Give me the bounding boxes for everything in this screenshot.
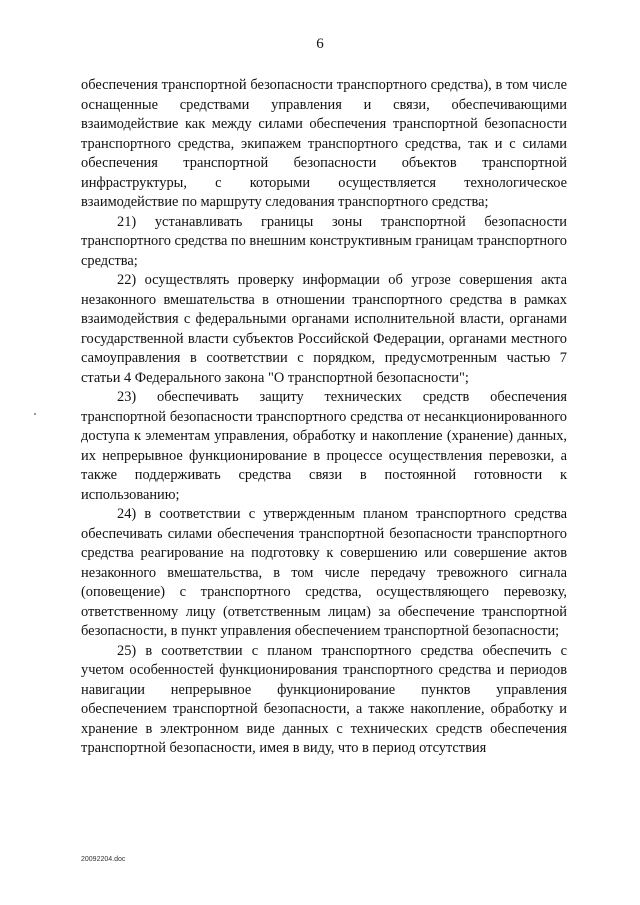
paragraph-item-21: 21) устанавливать границы зоны транспортной безопасности транспортного средства по внешним конструктивным границам транспортного средства; [81, 213, 568, 269]
paragraph-item-24: 24) в соответствии с утвержденным планом транспортного средства обеспечивать силами обеспечения транспортной безопасности транспортного средства реагирование на подготовку к совершению или совершение актов незаконного вмешательства, в том числе передачу тревожного сигнала (оповещение) с транспортного средства, осуществляющего перевозку, ответственному лицу (ответственным лицам) за обеспечение транспортной безопасности, в пункт управления обеспечением транспортной безопасности; [81, 506, 567, 639]
paragraph-item-22: 22) осуществлять проверку информации об угрозе совершения акта незаконного вмешательства в отношении транспортного средства в рамках взаимодействия с федеральными органами исполнительной власти, органами государственной власти субъектов Российской Федерации, органами местного самоуправления в соответствии с порядком, предусмотренным частью 7 статьи 4 Федерального закона "О транспортной безопасности"; [81, 272, 567, 386]
margin-mark [34, 413, 36, 415]
document-filename: 20092204.doc [81, 856, 126, 863]
page-number: 6 [316, 36, 324, 52]
paragraph-item-25: 25) в соответствии с планом транспортного средства обеспечить с учетом особенностей функционирования транспортного средства и периодов навигации непрерывное функционирование пунктов управления обеспечением транспортной безопасности, а также накопление, обработку и хранение в электронном виде данных с технических средств обеспечения транспортной безопасности, имея в виду, что в период отсутствия [81, 642, 567, 756]
document-body [81, 76, 567, 759]
paragraph-continuation: обеспечения транспортной безопасности транспортного средства), в том числе оснащенные средствами управления и связи, обеспечивающими взаимодействие как между силами обеспечения транспортной безопасности транспортного средства, экипажем транспортного средства, так и с силами обеспечения транспортной безопасности объектов транспортной инфраструктуры, с которыми осуществляется технологическое взаимодействие по маршруту следования транспортного средства; [81, 77, 567, 210]
paragraph-item-23: 23) обеспечивать защиту технических средств обеспечения транспортной безопасности транспортного средства от несанкционированного доступа к элементам управления, обработку и накопление (хранение) данных, их непрерывное функционирование в процессе осуществления перевозки, а также поддерживать средства связи в постоянной готовности к использованию; [81, 389, 567, 503]
